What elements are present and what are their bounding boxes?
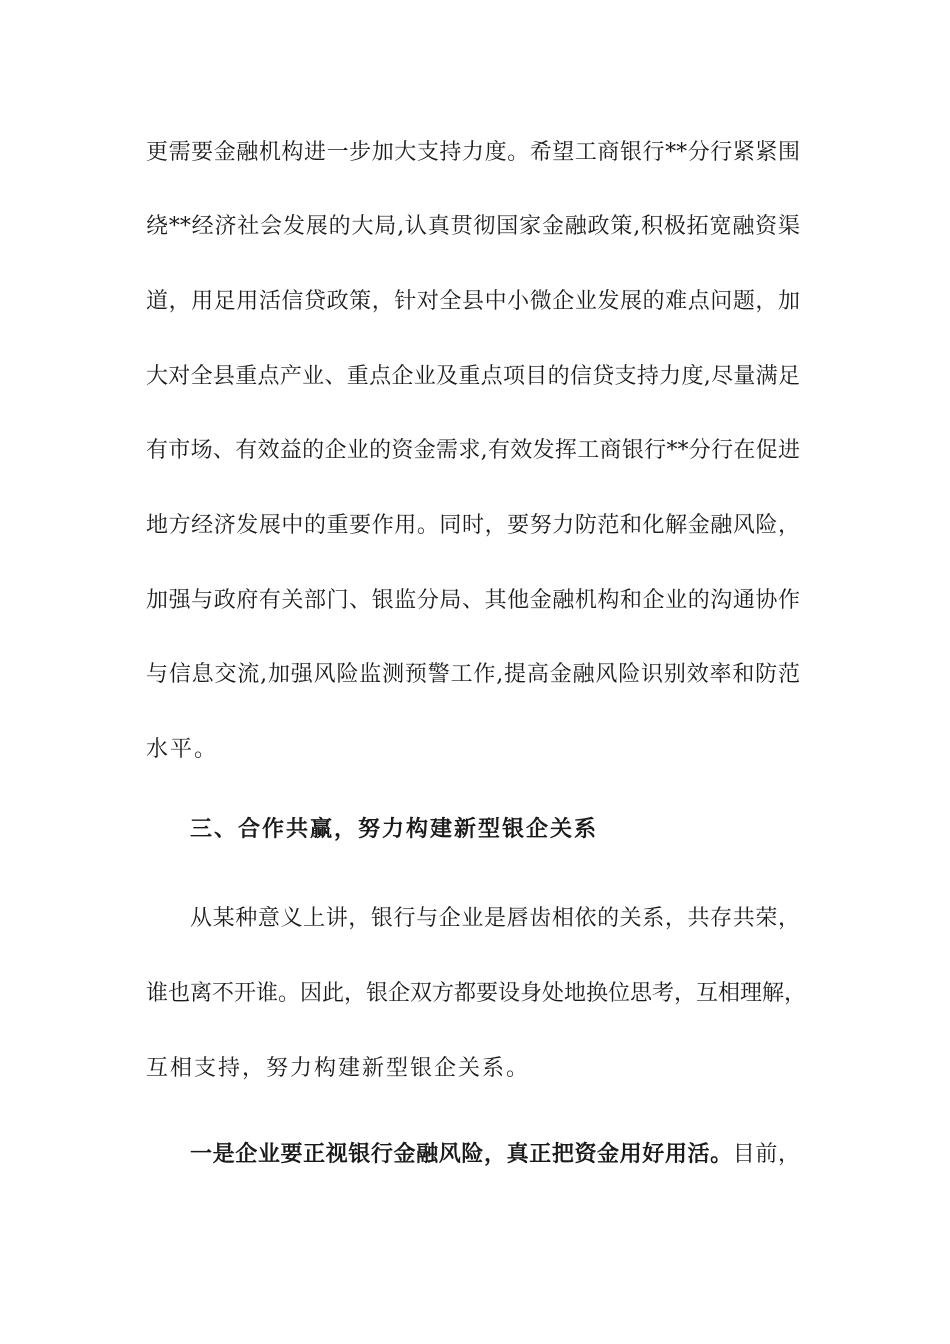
body-line-1: 更需要金融机构进一步加大支持力度。希望工商银行**分行紧紧围 (146, 140, 800, 165)
paragraph3-line-1 (190, 1140, 800, 1169)
body-line-6: 地方经济发展中的重要作用。同时，要努力防范和化解金融风险， (146, 513, 800, 538)
section-heading: 三、合作共赢，努力构建新型银企关系 (190, 816, 599, 842)
body-line-7: 加强与政府有关部门、银监分局、其他金融机构和企业的沟通协作 (146, 588, 800, 613)
paragraph2-line-1: 从某种意义上讲，银行与企业是唇齿相依的关系，共存共荣， (190, 906, 800, 931)
body-line-9: 水平。 (146, 737, 219, 762)
body-line-3: 道，用足用活信贷政策，针对全县中小微企业发展的难点问题，加 (146, 289, 800, 314)
body-line-8: 与信息交流,加强风险监测预警工作,提高金融风险识别效率和防范 (146, 662, 800, 687)
paragraph2-line-2: 谁也离不开谁。因此，银企双方都要设身处地换位思考，互相理解， (146, 981, 807, 1006)
body-line-2: 绕**经济社会发展的大局,认真贯彻国家金融政策,积极拓宽融资渠 (146, 214, 800, 239)
paragraph3-bold-lead: 一是企业要正视银行金融风险，真正把资金用好用活。 (190, 1141, 733, 1167)
paragraph3-text: 目前， (732, 1142, 800, 1167)
body-line-5: 有市场、有效益的企业的资金需求,有效发挥工商银行**分行在促进 (146, 438, 800, 463)
body-line-4: 大对全县重点产业、重点企业及重点项目的信贷支持力度,尽量满足 (146, 364, 800, 389)
paragraph2-line-3: 互相支持，努力构建新型银企关系。 (146, 1056, 531, 1081)
